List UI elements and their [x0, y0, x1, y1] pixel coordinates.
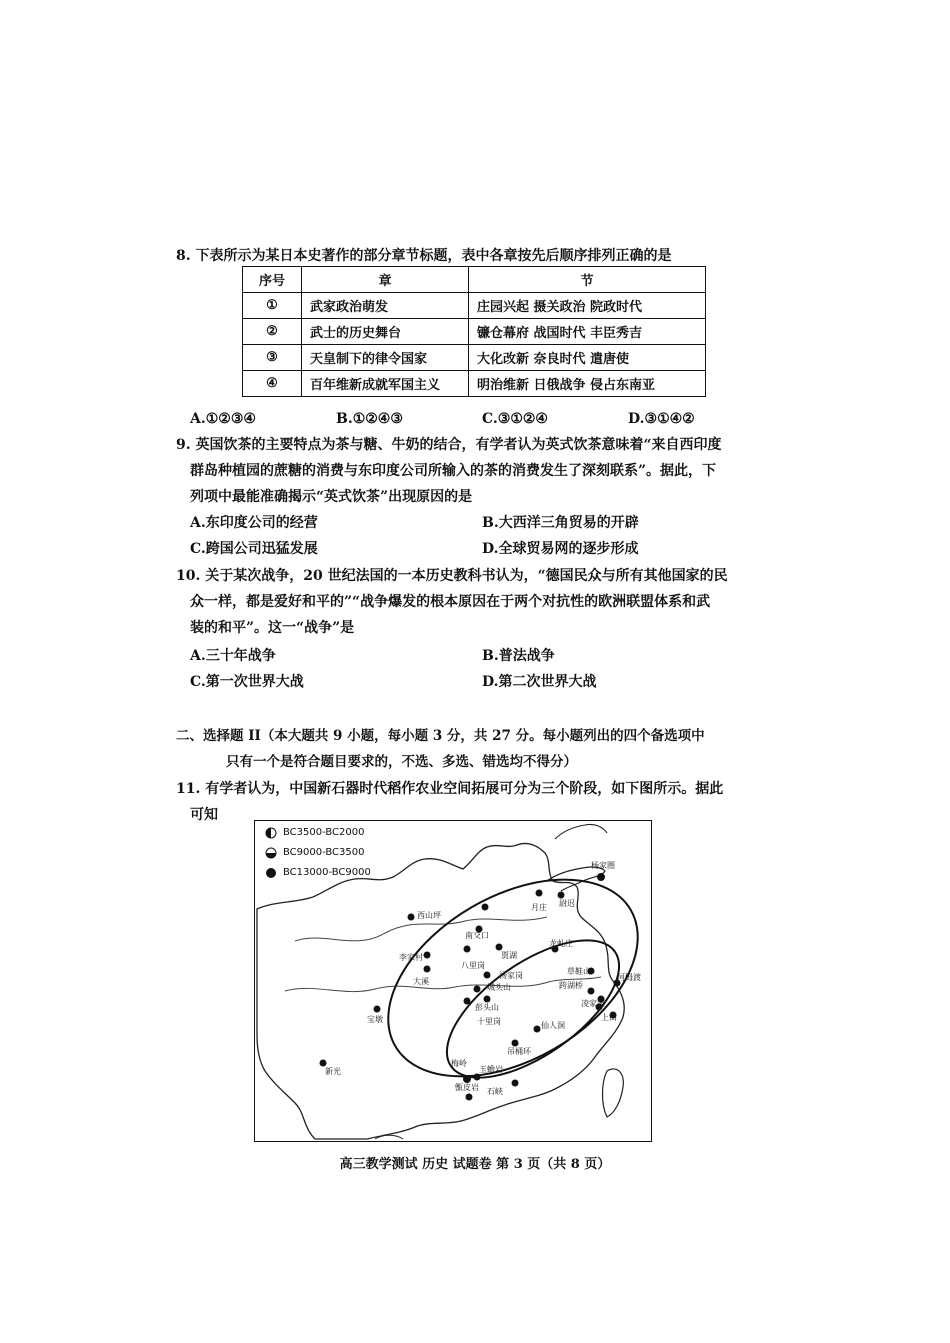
q10-option-c: C.第一次世界大战 [190, 674, 304, 690]
yangtze-river [285, 977, 601, 992]
q11-stem-line2: 可知 [190, 807, 218, 823]
table-cell-no: ④ [243, 371, 302, 397]
site-label: 贾湖 [501, 951, 517, 960]
table-cell-no: ① [243, 293, 302, 319]
table-row [243, 371, 706, 397]
site-label: 新光 [325, 1067, 341, 1076]
table-cell-chapter: 武士的历史舞台 [302, 319, 469, 345]
section2-heading: 二、选择题 II（本大题共 9 小题，每小题 3 分，共 27 分。每小题列出的四个备选项中 [176, 728, 705, 744]
q10-stem-line2: 众一样，都是爱好和平的”“战争爆发的根本原因在于两个对抗性的欧洲联盟体系和武 [190, 594, 711, 610]
site-label: 城头山 [487, 983, 511, 992]
site-marker [484, 996, 491, 1003]
table-cell-section: 镰仓幕府 战国时代 丰臣秀吉 [469, 319, 706, 345]
site-label: 西山坪 [417, 911, 441, 920]
site-label: 南交口 [465, 931, 489, 940]
site-marker [534, 1026, 541, 1033]
rice-farming-map [254, 820, 652, 1142]
legend-marker-full [266, 868, 276, 878]
legend-marker-bottom-half [266, 848, 276, 858]
site-label: 十里岗 [477, 1017, 501, 1026]
site-label: 汤家岗 [499, 971, 523, 980]
site-marker [512, 1080, 519, 1087]
q9-stem-line1: 9. 英国饮茶的主要特点为茶与糖、牛奶的结合，有学者认为英式饮茶意味着“来自西印度 [176, 437, 722, 453]
q10-option-d: D.第二次世界大战 [482, 674, 597, 690]
site-marker [512, 1040, 519, 1047]
site-label: 八里岗 [461, 961, 485, 970]
q9-option-a: A.东印度公司的经营 [190, 515, 318, 531]
site-label: 玉蟾岩 [479, 1065, 503, 1074]
legend-label-stage1: BC13000-BC9000 [283, 867, 371, 878]
q8-option-d: D.③①④② [628, 411, 695, 427]
q8-chapter-table [242, 266, 706, 397]
site-label: 李家村 [399, 953, 423, 962]
site-marker [466, 1094, 473, 1101]
q9-option-d: D.全球贸易网的逐步形成 [482, 541, 639, 557]
site-marker [496, 944, 503, 951]
site-label: 宝墩 [367, 1015, 383, 1024]
page-footer: 高三教学测试 历史 试题卷 第 3 页（共 8 页） [339, 1157, 611, 1172]
legend-label-stage2: BC9000-BC3500 [283, 847, 365, 858]
site-label: 仙人洞 [541, 1021, 565, 1030]
site-label: 草鞋山 [567, 967, 591, 976]
site-marker [597, 873, 605, 881]
table-cell-section: 明治维新 日俄战争 侵占东南亚 [469, 371, 706, 397]
site-label: 河姆渡 [617, 973, 641, 982]
site-label: 梅岭 [451, 1059, 467, 1068]
site-marker [424, 952, 431, 959]
table-cell-no: ③ [243, 345, 302, 371]
table-header-no: 序号 [243, 267, 302, 293]
mainland-outline [257, 843, 624, 1139]
site-marker [536, 890, 543, 897]
table-cell-no: ② [243, 319, 302, 345]
site-label: 石峡 [487, 1087, 503, 1096]
site-label: 凌家滩 [581, 999, 605, 1008]
site-marker [408, 914, 415, 921]
q10-option-b: B.普法战争 [482, 648, 555, 664]
site-marker [464, 998, 471, 1005]
site-marker [464, 946, 471, 953]
site-marker [474, 986, 481, 993]
q9-option-c: C.跨国公司迅猛发展 [190, 541, 318, 557]
legend-marker-half [266, 828, 276, 838]
table-header-row [243, 267, 706, 293]
site-marker [558, 892, 565, 899]
q8-stem: 8. 下表所示为某日本史著作的部分章节标题，表中各章按先后顺序排列正确的是 [176, 248, 672, 264]
taiwan-island [603, 1069, 624, 1117]
site-label: 跨湖桥 [559, 981, 583, 990]
site-marker [320, 1060, 327, 1067]
table-row [243, 293, 706, 319]
table-header-chapter: 章 [302, 267, 469, 293]
q11-stem-line1: 11. 有学者认为，中国新石器时代稻作农业空间拓展可分为三个阶段，如下图所示。据此 [176, 781, 724, 797]
q10-stem-line3: 装的和平”。这一“战争”是 [190, 620, 355, 636]
site-marker [588, 988, 595, 995]
site-label: 月庄 [531, 903, 547, 912]
site-label: 大溪 [413, 977, 429, 986]
site-label: 尉迟 [559, 899, 575, 908]
site-label: 杨家圈 [591, 861, 615, 870]
site-marker [374, 1006, 381, 1013]
site-label: 甑皮岩 [455, 1083, 479, 1092]
table-cell-chapter: 天皇制下的律令国家 [302, 345, 469, 371]
q8-option-a: A.①②③④ [190, 411, 256, 427]
q10-option-a: A.三十年战争 [190, 648, 276, 664]
q9-stem-line2: 群岛种植园的蔗糖的消费与东印度公司所输入的茶的消费发生了深刻联系”。据此，下 [190, 463, 717, 479]
site-marker [424, 966, 431, 973]
site-label: 龙虬庄 [549, 939, 573, 948]
site-label: 上山 [601, 1013, 617, 1022]
liaodong-coast [555, 824, 607, 839]
table-cell-chapter: 武家政治萌发 [302, 293, 469, 319]
q10-stem-line1: 10. 关于某次战争，20 世纪法国的一本历史教科书认为，“德国民众与所有其他国家的民 [176, 568, 728, 584]
table-row [243, 319, 706, 345]
section2-instruction: 只有一个是符合题目要求的，不选、多选、错选均不得分） [226, 754, 577, 770]
table-cell-section: 庄园兴起 摄关政治 院政时代 [469, 293, 706, 319]
legend-label-stage3: BC3500-BC2000 [283, 827, 365, 838]
table-row [243, 345, 706, 371]
site-marker [482, 904, 489, 911]
q8-option-c: C.③①②④ [482, 411, 548, 427]
q9-option-b: B.大西洋三角贸易的开辟 [482, 515, 639, 531]
table-cell-section: 大化改新 奈良时代 遣唐使 [469, 345, 706, 371]
table-header-section: 节 [469, 267, 706, 293]
site-marker [484, 972, 491, 979]
q9-stem-line3: 列项中最能准确揭示“英式饮茶”出现原因的是 [190, 489, 473, 505]
table-cell-chapter: 百年维新成就军国主义 [302, 371, 469, 397]
site-label: 彭头山 [475, 1003, 499, 1012]
site-label: 吊桶环 [507, 1047, 531, 1056]
q8-option-b: B.①②④③ [336, 411, 403, 427]
site-marker [463, 1075, 471, 1083]
